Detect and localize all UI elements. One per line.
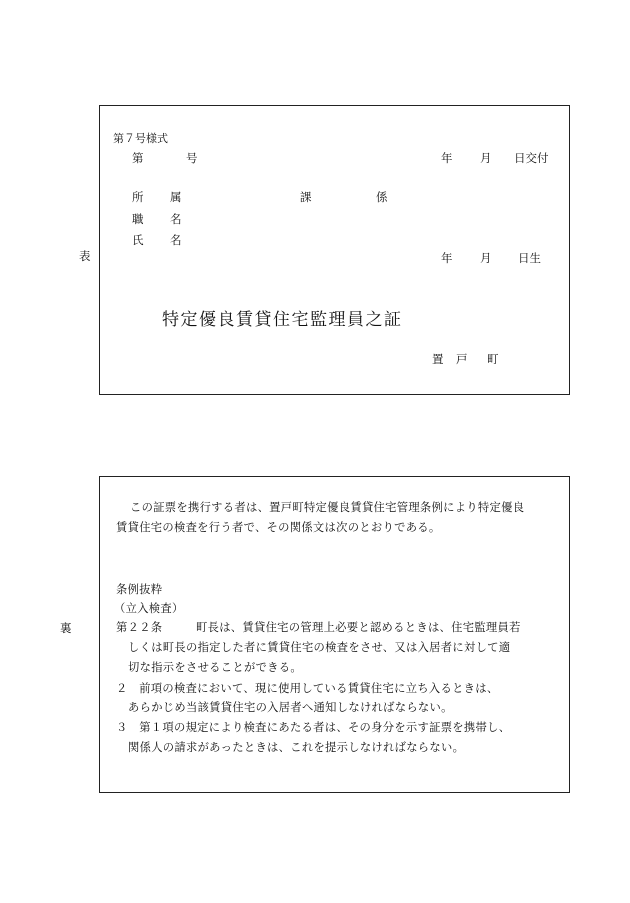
form-number: 第７号様式	[113, 132, 168, 145]
para2-line-1: ２ 前項の検査において、現に使用している賃貸住宅に立ち入るときは、	[116, 682, 499, 695]
article-line-2: しくは町長の指定した者に賃貸住宅の検査をさせ、又は入居者に対して適	[128, 641, 511, 654]
issue-month-label: 月	[480, 151, 492, 165]
excerpt-heading: 条例抜粋	[116, 583, 163, 596]
issuer-char-1: 置	[432, 352, 444, 366]
birth-month-label: 月	[480, 251, 492, 265]
para3-line-1: ３ 第１項の規定により検査にあたる者は、その身分を示す証票を携帯し、	[116, 721, 511, 734]
certificate-title: 特定優良賃貸住宅監理員之証	[162, 310, 403, 330]
position-label-1: 職	[132, 212, 144, 226]
issuer-char-3: 町	[487, 352, 499, 366]
intro-line-2: 賃貸住宅の検査を行う者で、その関係文は次のとおりである。	[116, 521, 441, 534]
certificate-front	[99, 105, 570, 395]
position-label-2: 名	[170, 212, 182, 226]
issuer-char-2: 戸	[456, 352, 468, 366]
back-side-label: 裏	[60, 621, 72, 635]
subsection-label: 係	[376, 190, 388, 204]
article-line-3: 切な指示をさせることができる。	[128, 661, 302, 674]
name-label-2: 名	[170, 233, 182, 247]
para3-line-2: 関係人の請求があったときは、これを提示しなければならない。	[128, 741, 465, 754]
intro-line-1: この証票を携行する者は、置戸町特定優良賃貸住宅管理条例により特定優良	[130, 501, 525, 514]
section-label: 課	[300, 190, 312, 204]
certificate-back	[99, 476, 570, 793]
name-label-1: 氏	[132, 233, 144, 247]
section-heading: （立入検査）	[114, 602, 184, 615]
affiliation-label-2: 属	[170, 190, 182, 204]
article-line-1: 町長は、賃貸住宅の管理上必要と認めるときは、住宅監理員若	[196, 621, 521, 634]
number-prefix: 第	[132, 151, 144, 165]
issue-year-label: 年	[441, 151, 453, 165]
article-number: 第２２条	[116, 621, 163, 634]
front-side-label: 表	[79, 249, 91, 263]
affiliation-label-1: 所	[132, 190, 144, 204]
birth-year-label: 年	[441, 251, 453, 265]
birth-day-label: 日生	[518, 251, 541, 265]
number-suffix: 号	[186, 151, 198, 165]
issue-day-label: 日交付	[514, 151, 549, 165]
para2-line-2: あらかじめ当該賃貸住宅の入居者へ通知しなければならない。	[128, 701, 453, 714]
